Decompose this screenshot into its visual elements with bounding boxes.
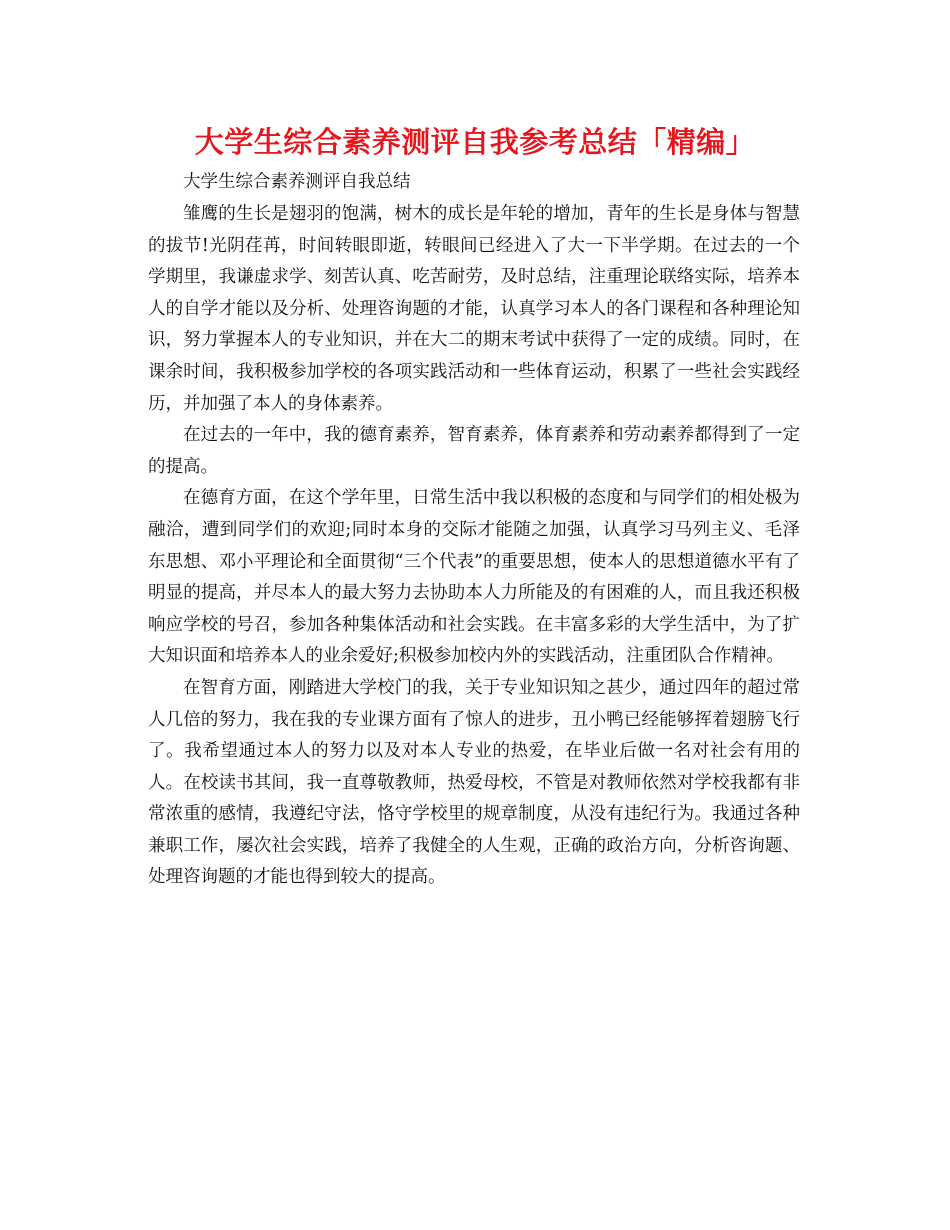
document-title: 大学生综合素养测评自我参考总结「精编」 bbox=[194, 125, 756, 159]
paragraph: 在过去的一年中，我的德育素养，智育素养，体育素养和劳动素养都得到了一定的提高。 bbox=[148, 425, 800, 477]
document-subtitle: 大学生综合素养测评自我总结 bbox=[183, 172, 411, 192]
paragraph: 雏鹰的生长是翅羽的饱满，树木的成长是年轮的增加，青年的生长是身体与智慧的拔节!光阴荏苒，时间转眼即逝，转眼间已经进入了大一下半学期。在过去的一个学期里，我谦虚求学、刻苦认真、吃苦耐劳，及时总结，注重理论联络实际，培养本人的自学才能以及分析、处理咨询题的才能，认真学习本人的各门课程和各种理论知识，努力掌握本人的专业知识，并在大二的期末考试中获得了一定的成绩。同时，在课余时间，我积极参加学校的各项实践活动和一些体育运动，积累了一些社会实践经历，并加强了本人的身体素养。 bbox=[148, 204, 800, 414]
paragraph: 在德育方面，在这个学年里，日常生活中我以积极的态度和与同学们的相处极为融洽，遭到同学们的欢迎;同时本身的交际才能随之加强，认真学习马列主义、毛泽东思想、邓小平理论和全面贯彻“三个代表”的重要思想，使本人的思想道德水平有了明显的提高，并尽本人的最大努力去协助本人力所能及的有困难的人，而且我还积极响应学校的号召，参加各种集体活动和社会实践。在丰富多彩的大学生活中，为了扩大知识面和培养本人的业余爱好;积极参加校内外的实践活动，注重团队合作精神。 bbox=[148, 488, 800, 667]
document-body bbox=[148, 199, 800, 894]
paragraph: 在智育方面，刚踏进大学校门的我，关于专业知识知之甚少，通过四年的超过常人几倍的努力，我在我的专业课方面有了惊人的进步，丑小鸭已经能够挥着翅膀飞行了。我希望通过本人的努力以及对本人专业的热爱，在毕业后做一名对社会有用的人。在校读书其间，我一直尊敬教师，热爱母校，不管是对教师依然对学校我都有非常浓重的感情，我遵纪守法，恪守学校里的规章制度，从没有违纪行为。我通过各种兼职工作，屡次社会实践，培养了我健全的人生观，正确的政治方向，分析咨询题、处理咨询题的才能也得到较大的提高。 bbox=[148, 677, 800, 888]
